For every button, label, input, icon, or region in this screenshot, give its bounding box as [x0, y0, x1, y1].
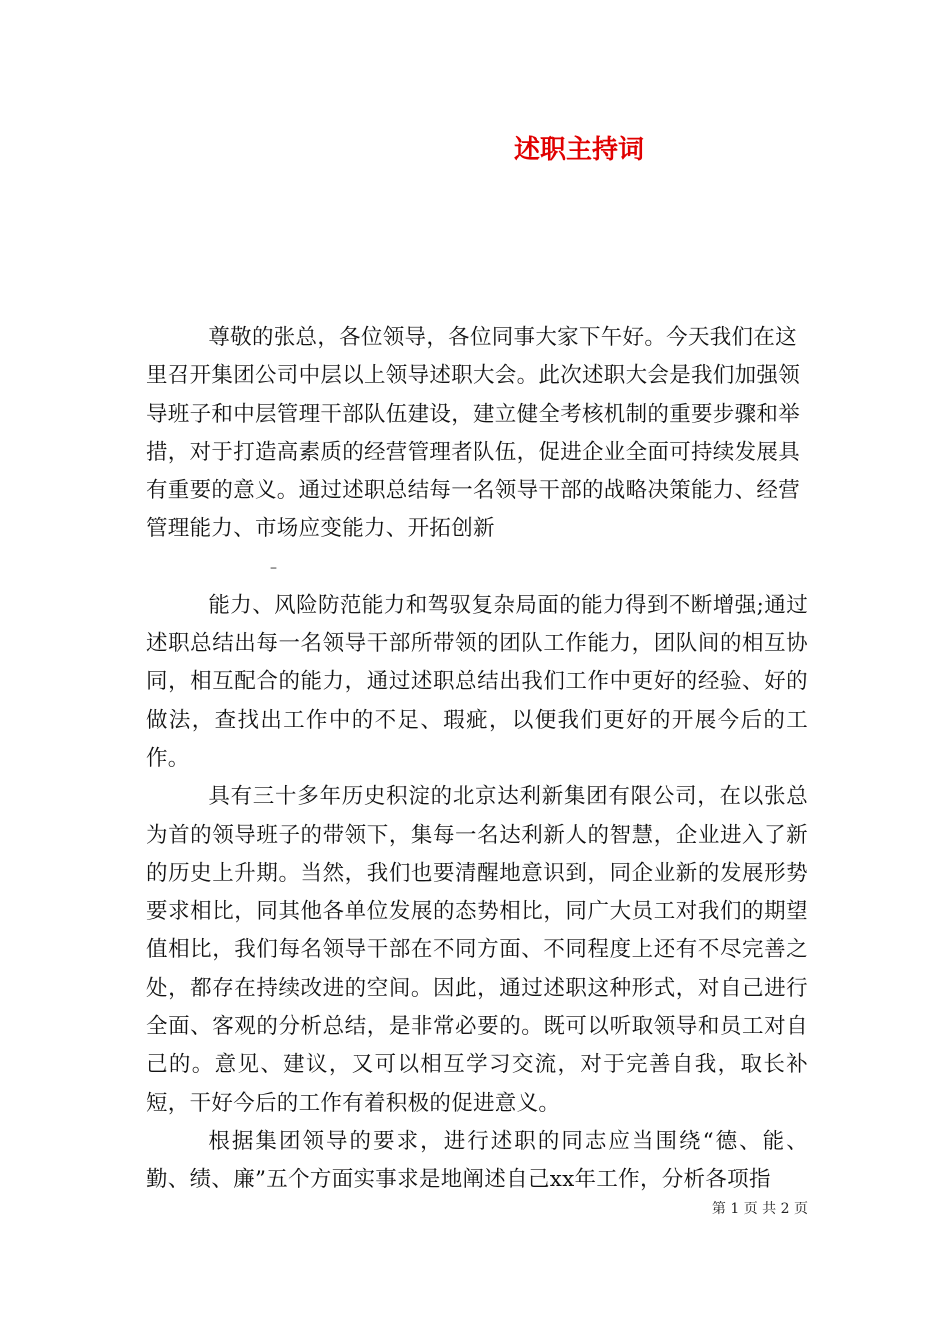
- paragraph-3: 具有三十多年历史积淀的北京达利新集团有限公司，在以张总为首的领导班子的带领下，集每一名达利新人的智慧，企业进入了新的历史上升期。当然，我们也要清醒地意识到，同企业新的发展形势要求相比，同其他各单位发展的态势相比，同广大员工对我们的期望值相比，我们每名领导干部在不同方面、不同程度上还有不尽完善之处，都存在持续改进的空间。因此，通过述职这种形式，对自己进行全面、客观的分析总结，是非常必要的。既可以听取领导和员工对自己的。意见、建议，又可以相互学习交流，对于完善自我，取长补短，干好今后的工作有着积极的促进意义。: [146, 784, 808, 1116]
- page-number-footer: 第 1 页 共 2 页: [711, 1201, 808, 1217]
- document-title: 述职主持词: [513, 135, 644, 165]
- paragraph-4: 根据集团领导的要求，进行述职的同志应当围绕“德、能、勤、绩、廉”五个方面实事求是地阐述自己xx年工作，分析各项指: [146, 1128, 808, 1193]
- document-body: [146, 319, 808, 1200]
- paragraph-1: 尊敬的张总，各位领导，各位同事大家下午好。今天我们在这里召开集团公司中层以上领导述职大会。此次述职大会是我们加强领导班子和中层管理干部队伍建设，建立健全考核机制的重要步骤和举措，对于打造高素质的经营管理者队伍，促进企业全面可持续发展具有重要的意义。通过述职总结每一名领导干部的战略决策能力、经营管理能力、市场应变能力、开拓创新: [146, 325, 801, 542]
- page-break-marker: –: [270, 559, 277, 576]
- paragraph-2: 能力、风险防范能力和驾驭复杂局面的能力得到不断增强;通过述职总结出每一名领导干部所带领的团队工作能力，团队间的相互协同，相互配合的能力，通过述职总结出我们工作中更好的经验、好的做法，查找出工作中的不足、瑕疵，以便我们更好的开展今后的工作。: [146, 592, 808, 771]
